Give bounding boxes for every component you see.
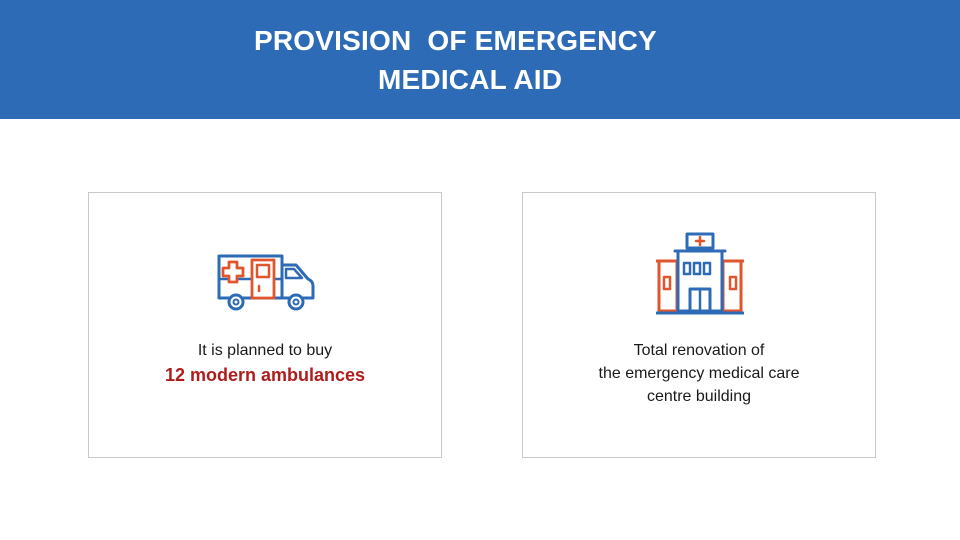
- ambulance-icon: [216, 253, 316, 317]
- renovation-card: [522, 192, 876, 458]
- title-banner: [0, 0, 960, 119]
- ambulances-intro-text: It is planned to buy: [197, 342, 333, 359]
- page-title-line-2: MEDICAL AID: [378, 64, 563, 95]
- renovation-text-line-3: centre building: [646, 388, 752, 405]
- renovation-text-line-1: Total renovation of: [633, 342, 765, 359]
- renovation-text-line-2: the emergency medical care: [598, 365, 800, 382]
- hospital-icon: [656, 231, 744, 317]
- ambulances-highlight-text: 12 modern ambulances: [164, 365, 366, 385]
- page-title-line-1: PROVISION OF EMERGENCY: [254, 25, 657, 56]
- ambulances-card: [88, 192, 442, 458]
